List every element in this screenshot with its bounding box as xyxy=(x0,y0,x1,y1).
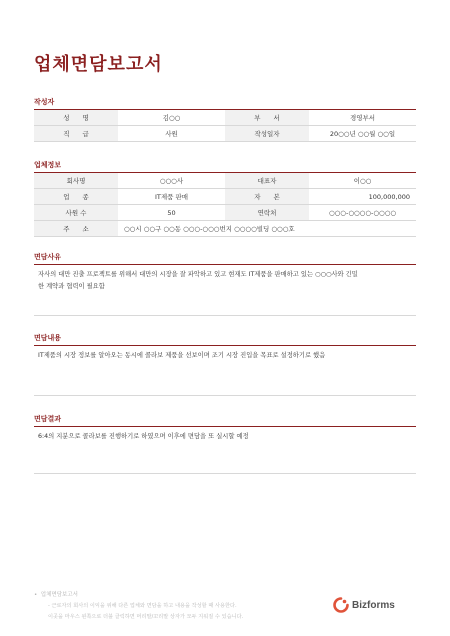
footer-line-2: 이곳을 마우스 왼쪽으로 더블 클릭하면 머리말/꼬리말 상자가 모두 지워질 수 있습니다. xyxy=(48,614,244,620)
footer-line-1: - 근로자의 회사의 이익을 위해 다른 업체와 면담을 하고 내용을 작성할 때 사용한다. xyxy=(48,603,237,609)
date-label: 작성일자 xyxy=(225,126,309,142)
document-title: 업체면담보고서 xyxy=(34,54,163,75)
table-row xyxy=(34,110,416,126)
industry-value[interactable]: IT제품 판매 xyxy=(118,189,225,205)
rank-label: 직 급 xyxy=(34,126,118,142)
result-text-box[interactable] xyxy=(34,426,416,474)
content-text: IT제품의 시장 정보를 알아오는 동시에 콜라보 제품을 선보이며 조기 시장 진입을 목표로 설정하기로 했음 xyxy=(38,352,326,359)
footer-title: • 업체면담보고서 xyxy=(34,592,78,598)
address-value[interactable]: ○○시 ○○구 ○○동 ○○○-○○○번지 ○○○○빌딩 ○○○호 xyxy=(118,221,416,237)
date-value[interactable]: 20○○년 ○○월 ○○일 xyxy=(309,126,416,142)
ceo-label: 대표자 xyxy=(225,173,309,189)
employees-label: 사원 수 xyxy=(34,205,118,221)
name-label: 성 명 xyxy=(34,110,118,126)
ceo-value[interactable]: 이○○ xyxy=(309,173,416,189)
reason-text-box[interactable] xyxy=(34,264,416,316)
company-section-label: 업체정보 xyxy=(34,161,62,169)
address-label: 주 소 xyxy=(34,221,118,237)
name-value[interactable]: 김○○ xyxy=(118,110,225,126)
capital-label: 자 본 xyxy=(225,189,309,205)
bizforms-logo xyxy=(333,597,395,613)
reason-line-2: 한 계약과 협력이 필요함 xyxy=(38,283,105,290)
bizforms-logo-icon xyxy=(333,597,349,613)
reason-section-label: 면담사유 xyxy=(34,253,62,261)
table-row xyxy=(34,205,416,221)
company-name-label: 회사명 xyxy=(34,173,118,189)
result-section-label: 면담결과 xyxy=(34,415,62,423)
result-text: 6:4의 지분으로 콜라보를 진행하기로 하였으며 이후에 면담을 또 실시할 예정 xyxy=(38,433,249,440)
author-section-label: 작성자 xyxy=(34,98,55,106)
rank-value[interactable]: 사원 xyxy=(118,126,225,142)
contact-label: 연락처 xyxy=(225,205,309,221)
content-section-label: 면담내용 xyxy=(34,334,62,342)
table-row xyxy=(34,173,416,189)
bullet-icon: • xyxy=(34,592,41,598)
content-text-box[interactable] xyxy=(34,345,416,396)
table-row xyxy=(34,189,416,205)
company-table xyxy=(34,172,416,237)
company-name-value[interactable]: ○○○사 xyxy=(118,173,225,189)
contact-value[interactable]: ○○○-○○○○-○○○○ xyxy=(309,205,416,221)
table-row xyxy=(34,126,416,142)
department-label: 부 서 xyxy=(225,110,309,126)
table-row xyxy=(34,221,416,237)
author-table xyxy=(34,109,416,142)
logo-text: Bizforms xyxy=(352,599,395,611)
department-value[interactable]: 경영부서 xyxy=(309,110,416,126)
employees-value[interactable]: 50 xyxy=(118,205,225,221)
reason-line-1: 자사의 대만 진출 프로젝트를 위해서 대만의 시장을 잘 파악하고 있고 현재도 IT제품을 판매하고 있는 ○○○사와 긴밀 xyxy=(38,271,358,278)
industry-label: 업 종 xyxy=(34,189,118,205)
capital-value[interactable]: 100,000,000 xyxy=(309,189,416,205)
